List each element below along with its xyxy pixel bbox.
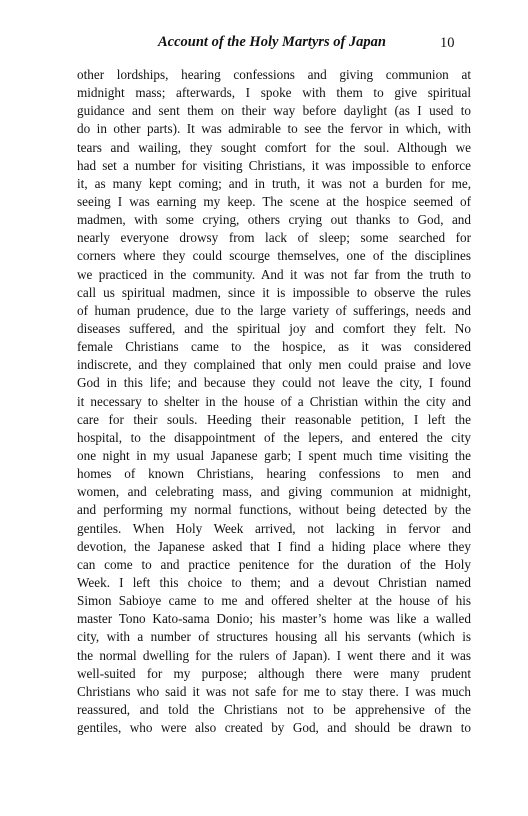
text-line: well-suited for my purpose; although there were many prudent [77,665,471,681]
text-line: guidance and sent them on their way before daylight (as I used to [77,103,471,119]
text-line: it necessary to shelter in the house of a Christian within the city and [77,393,471,409]
text-line: women, and celebrating mass, and giving communion at midnight, [77,484,471,500]
running-title: Account of the Holy Martyrs of Japan [158,34,386,50]
text-line: nearly everyone drowsy from lack of sleep; some searched for [77,230,471,246]
text-line: reassured, and told the Christians not to be apprehensive of the [77,701,471,717]
text-line: tears and wailing, they sought comfort for the soul. Although we [77,139,471,155]
text-line: midnight mass; afterwards, I spoke with them to give spiritual [77,85,471,101]
text-line: hospital, to the disappointment of the lepers, and entered the city [77,429,471,445]
text-line: city, with a number of structures housing all his servants (which is [77,629,471,645]
text-line: indiscrete, and they complained that only men could praise and love [77,357,471,373]
text-line: homes of known Christians, hearing confessions to men and [77,466,471,482]
text-line: madmen, with some crying, others crying out thanks to God, and [77,212,471,228]
text-line: Simon Sabioye came to me and offered shelter at the house of his [77,593,471,609]
text-line: seeing I was earning my keep. The scene at the hospice seemed of [77,193,471,209]
running-header [0,34,528,54]
text-line: other lordships, hearing confessions and giving communion at [77,67,471,82]
text-line: God in this life; and because they could not leave the city, I found [77,375,471,391]
text-line: gentiles, who were also created by God, and should be drawn to [77,720,471,736]
text-line: corners where they could scourge themselves, one of the disciplines [77,248,471,264]
text-line: had set a number for visiting Christians, it was impossible to enforce [77,157,471,173]
text-line: of human prudence, due to the large variety of sufferings, needs and [77,302,471,318]
text-line: one night in my usual Japanese garb; I spent much time visiting the [77,447,471,463]
text-line: devotion, the Japanese asked that I find a hiding place where they [77,538,471,554]
text-line: we practiced in the community. And it was not far from the truth to [77,266,471,282]
text-line: call us spiritual madmen, since it is impossible to observe the rules [77,284,471,300]
text-line: female Christians came to the hospice, as it was considered [77,339,471,355]
text-line: can come to and practice penitence for the duration of the Holy [77,556,471,572]
text-line: gentiles. When Holy Week arrived, not lacking in fervor and [77,520,471,536]
body-paragraph [77,66,471,737]
text-line: and performing my normal functions, without being detected by the [77,502,471,518]
page-number: 10 [440,35,455,51]
text-line: Week. I left this choice to them; and a devout Christian named [77,574,471,590]
text-line: diseases suffered, and the spiritual joy and comfort they felt. No [77,320,471,336]
text-line: the normal dwelling for the rulers of Japan). I went there and it was [77,647,471,663]
text-line: it, as many kept coming; and in truth, it was not a burden for me, [77,175,471,191]
text-line: care for their souls. Heeding their reasonable petition, I left the [77,411,471,427]
text-line: Christians who said it was not safe for me to stay there. I was much [77,683,471,699]
text-line: master Tono Kato-sama Donio; his master’s home was like a walled [77,611,471,627]
text-line: do in other parts). It was admirable to see the fervor in which, with [77,121,471,137]
